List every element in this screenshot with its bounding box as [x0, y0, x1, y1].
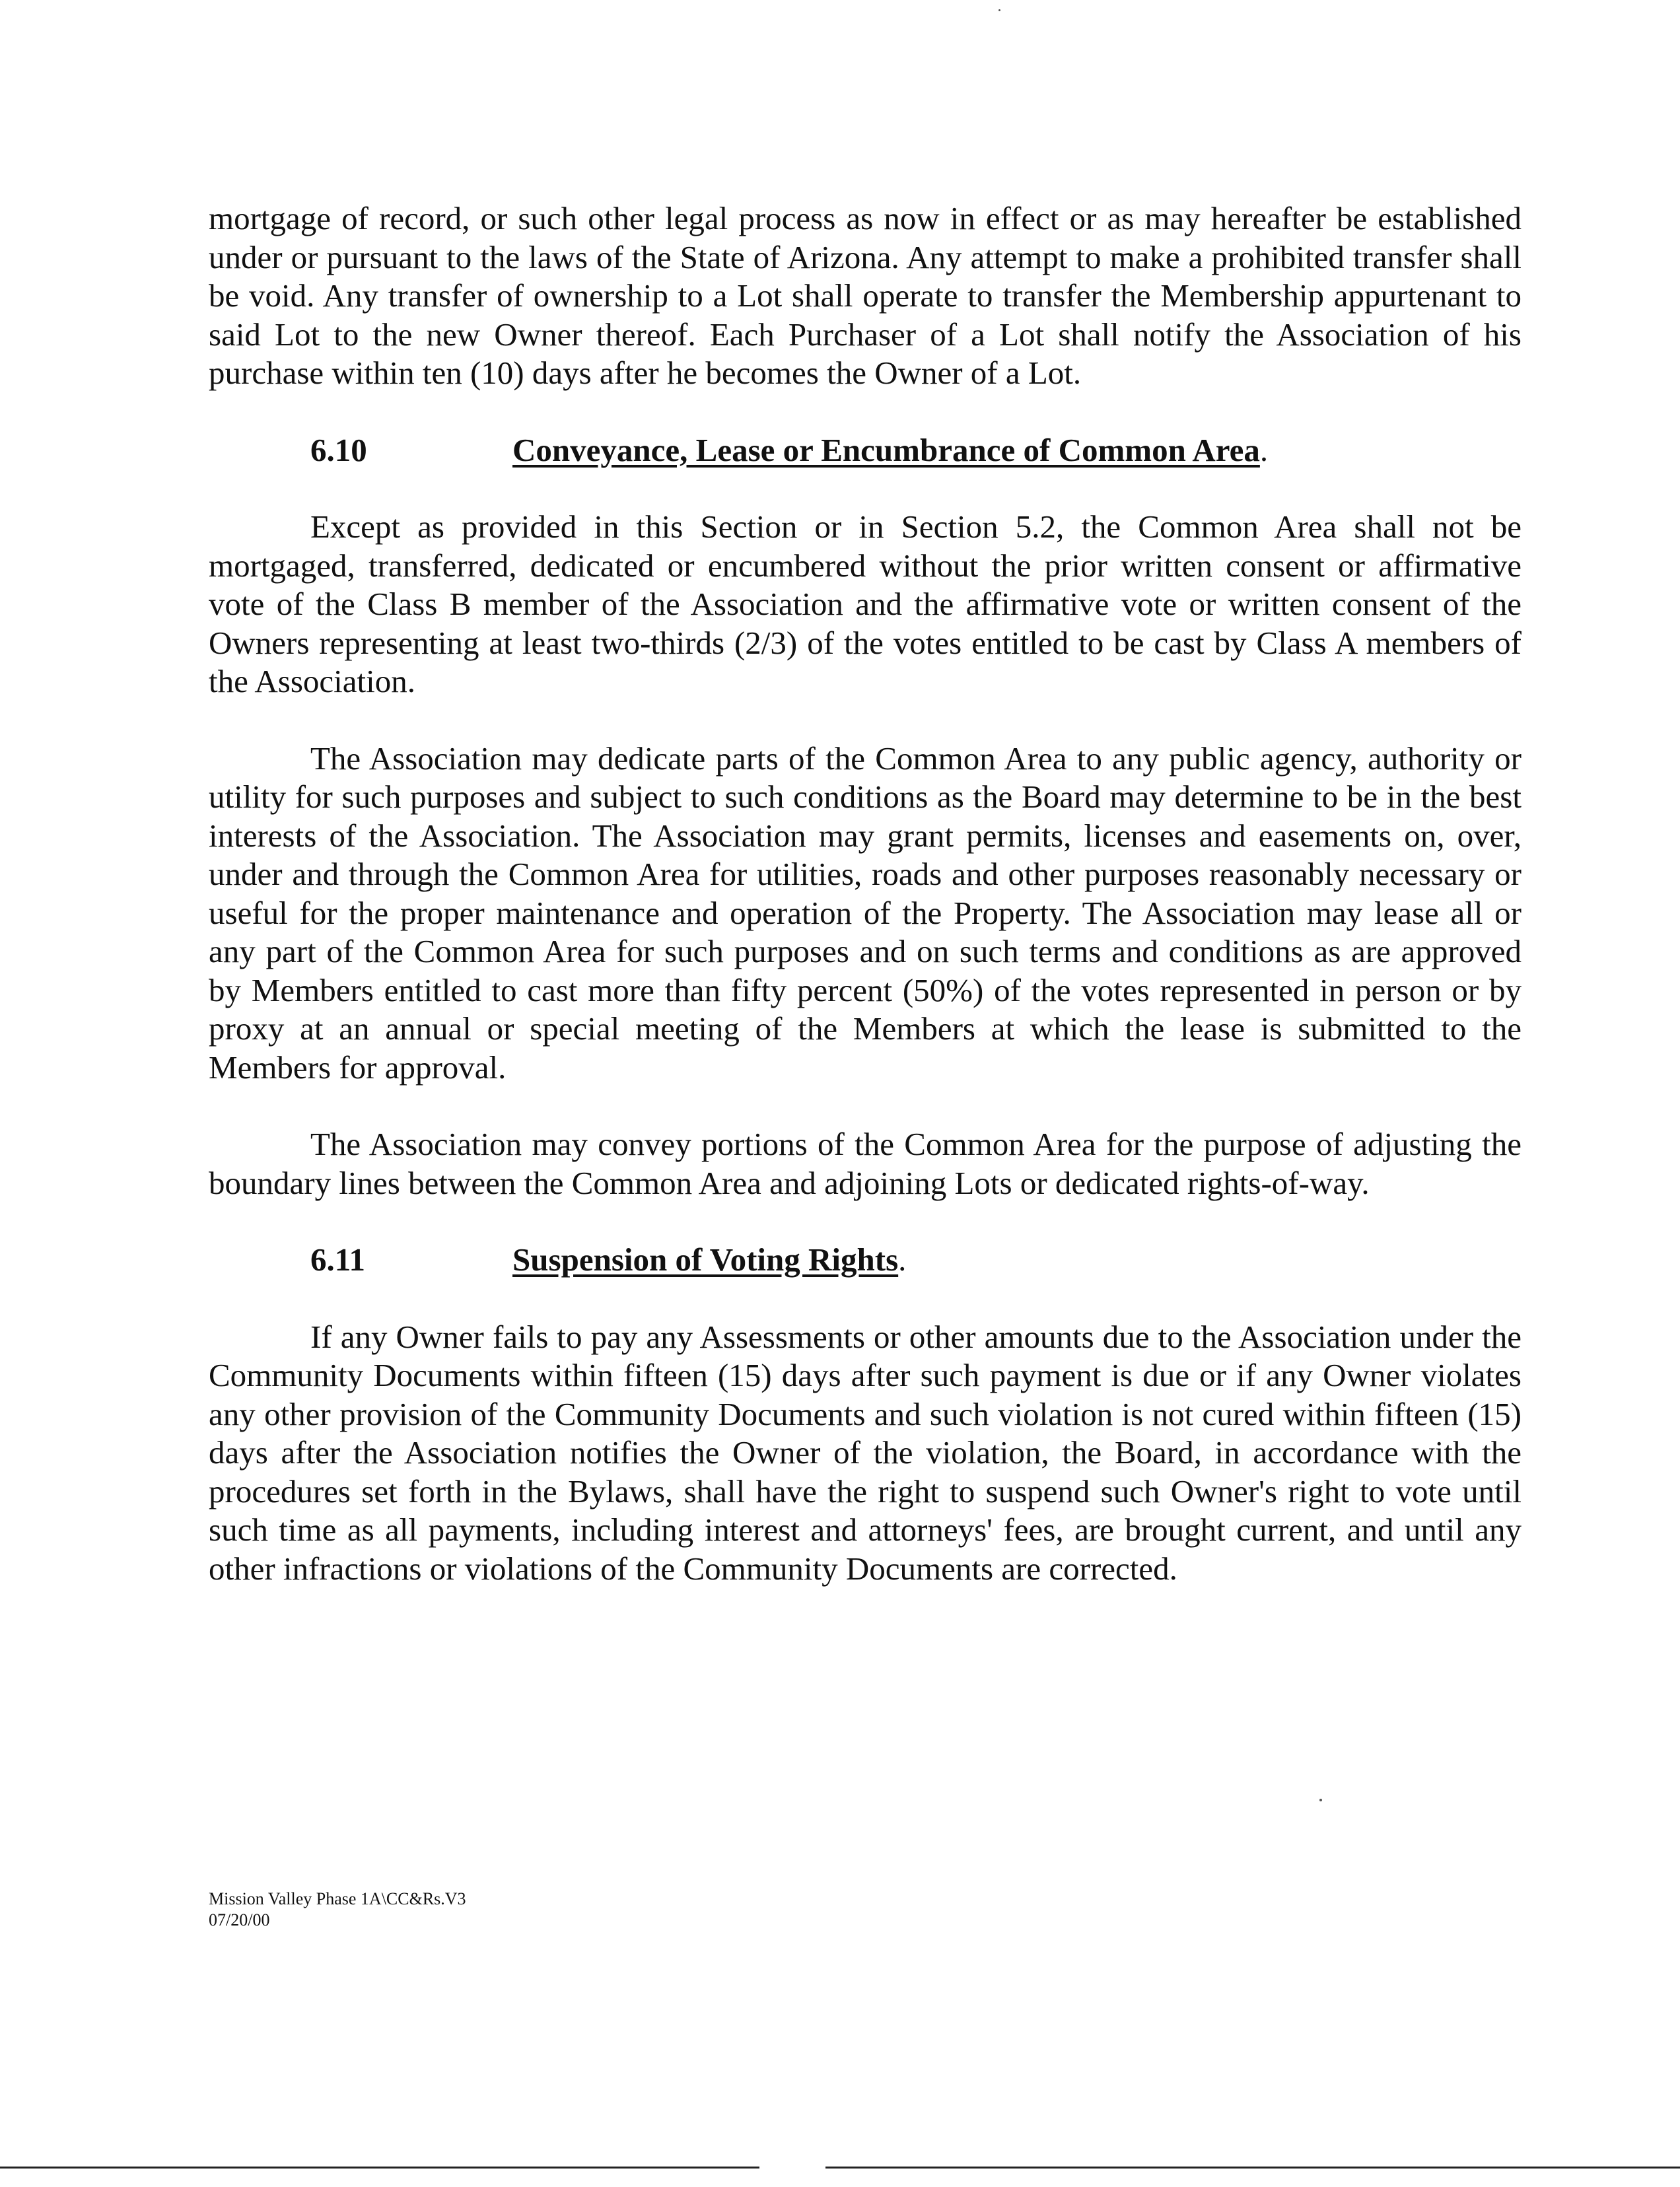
section-heading-6-10	[209, 431, 1522, 470]
scan-edge-line-right	[825, 2167, 1680, 2169]
section-title: Conveyance, Lease or Encumbrance of Common Area	[512, 431, 1260, 468]
document-body	[209, 199, 1522, 1588]
scan-speck	[1319, 1799, 1322, 1801]
paragraph-common-area-consent: Except as provided in this Section or in Section 5.2, the Common Area shall not be mortgaged, transferred, dedicated or encumbered without the prior written consent or affirmative vote of the Class B member of the Association and the affirmative vote or written consent of the Owners representing at least two-thirds (2/3) of the votes entitled to be cast by Class A members of the Association.	[209, 508, 1522, 699]
footer-date: 07/20/00	[209, 1910, 270, 1929]
section-title-period: .	[898, 1241, 907, 1278]
paragraph-common-area-dedication: The Association may dedicate parts of the Common Area to any public agency, authority or utility for such purposes and subject to such conditions as the Board may determine to be in the best interests of the Association. The Association may grant permits, licenses and easements on, over, under and through the Common Area for utilities, roads and other purposes reasonably necessary or useful for the proper maintenance and operation of the Property. The Association may lease all or any part of the Common Area for such purposes and on such terms and conditions as are approved by Members entitled to cast more than fifty percent (50%) of the votes represented in person or by proxy at an annual or special meeting of the Members at which the lease is submitted to the Members for approval.	[209, 740, 1522, 1086]
section-number: 6.10	[310, 431, 367, 468]
footer-file-reference: Mission Valley Phase 1A\CC&Rs.V3	[209, 1889, 466, 1908]
document-footer	[209, 1889, 466, 1931]
scan-edge-line-left	[0, 2167, 759, 2169]
scan-speck	[998, 9, 1000, 11]
section-number: 6.11	[310, 1241, 366, 1278]
section-heading-6-11	[209, 1241, 1522, 1280]
section-title-period: .	[1259, 431, 1269, 468]
paragraph-transfer-continuation: mortgage of record, or such other legal process as now in effect or as may hereafter be established under or pursuant to the laws of the State of Arizona. Any attempt to make a prohibited transfer shall be void. Any transfer of ownership to a Lot shall operate to transfer the Membership appurtenant to said Lot to the new Owner thereof. Each Purchaser of a Lot shall notify the Association of his purchase within ten (10) days after he becomes the Owner of a Lot.	[209, 200, 1522, 391]
paragraph-voting-suspension: If any Owner fails to pay any Assessments or other amounts due to the Association under the Community Documents within fifteen (15) days after such payment is due or if any Owner violates any other provision of the Community Documents and such violation is not cured within fifteen (15) days after the Association notifies the Owner of the violation, the Board, in accordance with the procedures set forth in the Bylaws, shall have the right to suspend such Owner's right to vote until such time as all payments, including interest and attorneys' fees, are brought current, and until any other infractions or violations of the Community Documents are corrected.	[209, 1318, 1522, 1587]
paragraph-common-area-conveyance: The Association may convey portions of the Common Area for the purpose of adjusting the boundary lines between the Common Area and adjoining Lots or dedicated rights-of-way.	[209, 1126, 1522, 1201]
section-title: Suspension of Voting Rights	[512, 1241, 899, 1278]
